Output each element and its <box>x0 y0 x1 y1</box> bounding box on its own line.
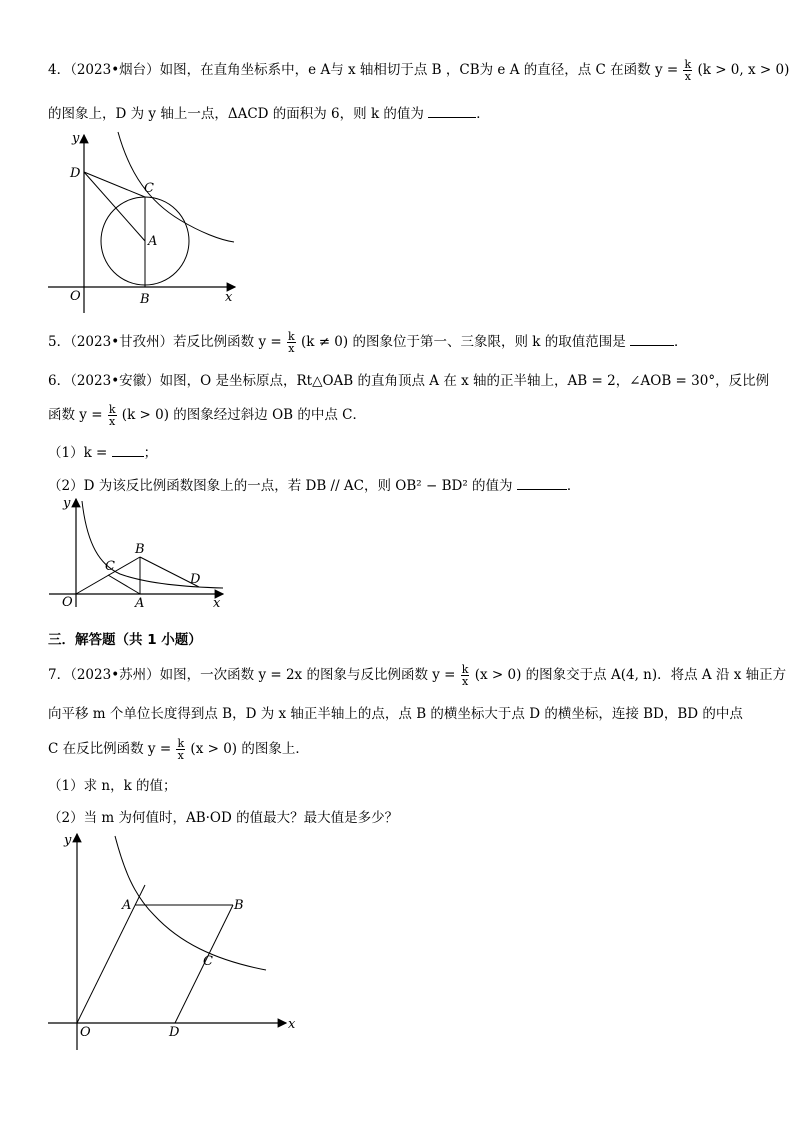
segment-DA <box>84 172 145 241</box>
q4-line2: 的图象上，D 为 y 轴上一点，ΔACD 的面积为 6，则 k 的值为 ． <box>48 106 490 122</box>
q7-part1: （1）求 n，k 的值； <box>48 778 177 794</box>
label-x: x <box>225 290 233 305</box>
q6-fraction: $\frac{k}{x}$ <box>108 403 116 428</box>
segment-AC <box>108 575 140 594</box>
label-O: O <box>80 1025 91 1040</box>
hyperbola-curve <box>118 132 234 242</box>
answer-blank[interactable] <box>112 455 144 457</box>
label-D: D <box>169 1025 180 1040</box>
label-y: y <box>72 131 80 146</box>
q7-fraction-1: $\frac{k}{x}$ <box>461 663 469 688</box>
answer-blank[interactable] <box>630 344 674 346</box>
figure-q7 <box>44 830 306 1052</box>
label-D: D <box>190 572 201 587</box>
label-y: y <box>63 496 71 511</box>
q6-part1: （1）k = ； <box>48 445 158 461</box>
label-x: x <box>213 596 221 611</box>
figure-q6 <box>45 495 230 615</box>
hyperbola-curve <box>82 501 223 588</box>
label-B: B <box>234 898 244 913</box>
label-A: A <box>135 596 145 611</box>
label-x: x <box>288 1017 296 1032</box>
label-y: y <box>64 833 72 848</box>
q4-line1: 4．（2023•烟台）如图，在直角坐标系中，e A与 x 轴相切于点 B ，CB为 e A 的直径，点 C 在函数 y = $\frac{k}{x}$ (k > 0, x > 0) <box>48 58 790 83</box>
q5-line1: 5．（2023•甘孜州）若反比例函数 y = $\frac{k}{x}$ (k ≠ 0) 的图象位于第一、三象限，则 k 的取值范围是 ． <box>48 330 688 355</box>
q5-fraction: $\frac{k}{x}$ <box>287 330 295 355</box>
q7-line1: 7．（2023•苏州）如图，一次函数 y = 2x 的图象与反比例函数 y = $\frac{k}{x}$ (x > 0) 的图象交于点 A(4, n)．将点 A 沿 x 轴正方 <box>48 663 787 688</box>
line-y-2x <box>77 885 145 1023</box>
label-A: A <box>148 234 158 249</box>
label-C: C <box>144 181 154 196</box>
label-B: B <box>140 292 150 307</box>
label-A: A <box>122 898 132 913</box>
label-B: B <box>135 542 145 557</box>
q7-fraction-2: $\frac{k}{x}$ <box>177 737 185 762</box>
label-C: C <box>203 954 213 969</box>
q6-line1: 6．（2023•安徽）如图，O 是坐标原点，Rt△OAB 的直角顶点 A 在 x 轴的正半轴上，AB = 2，∠AOB = 30°，反比例 <box>48 373 770 389</box>
q4-fraction: $\frac{k}{x}$ <box>684 58 692 83</box>
section-heading: 三．解答题（共 1 小题） <box>48 632 202 648</box>
label-O: O <box>62 595 73 610</box>
label-O: O <box>70 289 81 304</box>
q7-line3: C 在反比例函数 y = $\frac{k}{x}$ (x > 0) 的图象上． <box>48 737 309 762</box>
q7-part2: （2）当 m 为何值时，AB·OD 的值最大？最大值是多少？ <box>48 810 399 826</box>
label-C: C <box>105 559 115 574</box>
q6-part2: （2）D 为该反比例函数图象上的一点，若 DB // AC，则 OB² − BD² 的值为 ． <box>48 478 581 494</box>
q6-line2: 函数 y = $\frac{k}{x}$ (k > 0) 的图象经过斜边 OB 的中点 C． <box>48 403 366 428</box>
answer-blank[interactable] <box>517 488 567 490</box>
answer-blank[interactable] <box>428 116 476 118</box>
label-D: D <box>70 166 81 181</box>
figure-q4 <box>40 130 250 315</box>
q7-line2: 向平移 m 个单位长度得到点 B，D 为 x 轴正半轴上的点，点 B 的横坐标大于点 D 的横坐标，连接 BD，BD 的中点 <box>48 706 743 722</box>
